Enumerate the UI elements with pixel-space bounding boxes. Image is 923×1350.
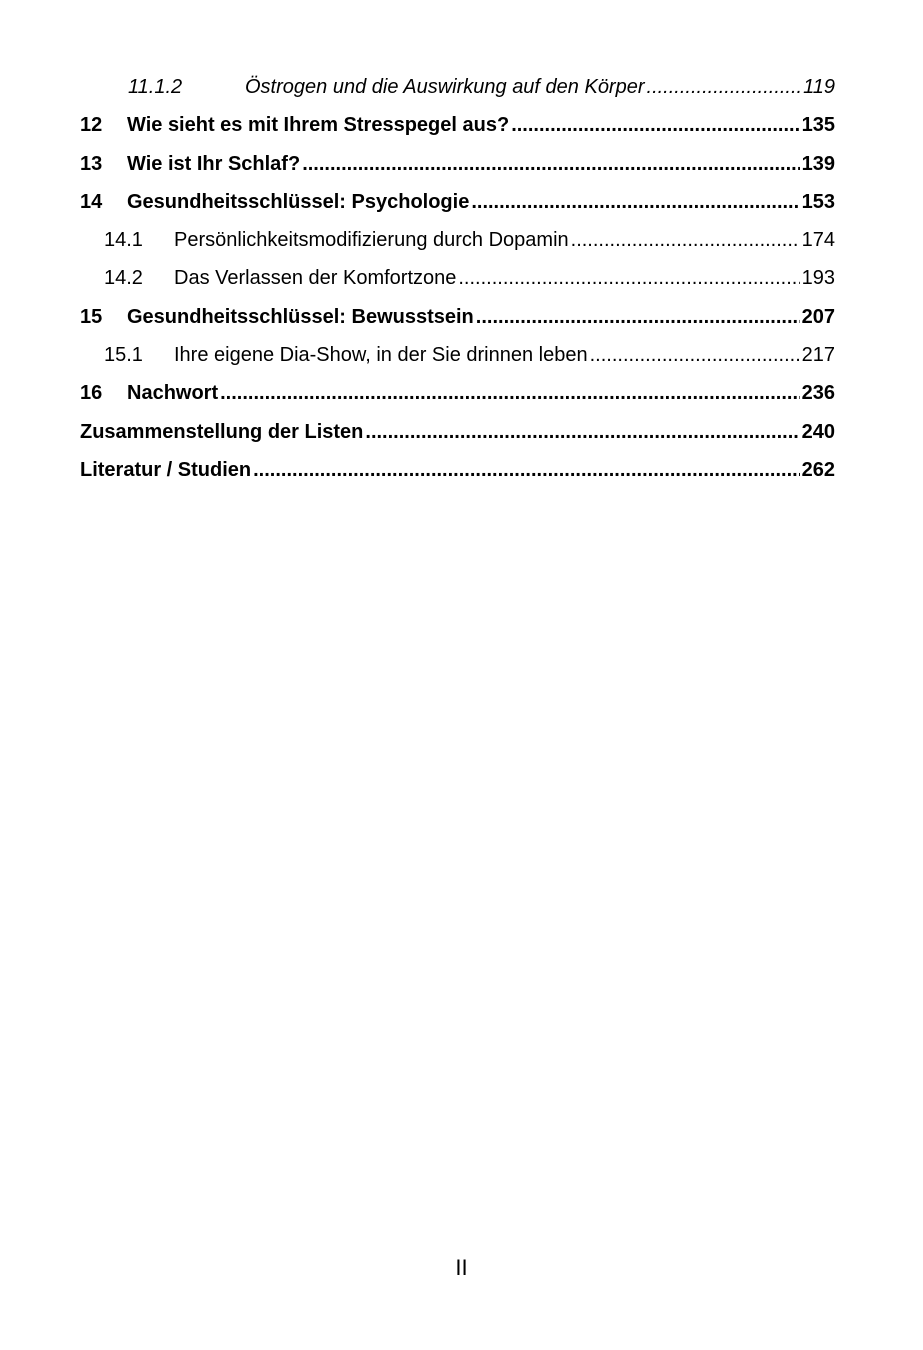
toc-entry-number: 15.1 (104, 344, 143, 367)
toc-entry-page: 135 (801, 114, 835, 137)
toc-entry-page: 174 (801, 229, 835, 252)
toc-entry-title: Wie ist Ihr Schlaf? (127, 152, 301, 175)
toc-entry-title: Zusammenstellung der Listen (80, 420, 364, 443)
toc-dot-leader (647, 68, 802, 106)
toc-entry[interactable] (80, 221, 835, 259)
toc-entry[interactable] (80, 336, 835, 374)
toc-entry[interactable] (80, 374, 835, 412)
toc-dot-leader (220, 374, 800, 412)
toc-entry-number: 14 (80, 190, 103, 213)
toc-entry-number: 14.1 (104, 229, 143, 252)
toc-dot-leader (365, 413, 799, 451)
toc-entry-page: 139 (801, 152, 835, 175)
toc-entry-title: Gesundheitsschlüssel: Bewusstsein (127, 305, 474, 328)
toc-entry-number: 15 (80, 305, 103, 328)
toc-entry-title: Wie sieht es mit Ihrem Stresspegel aus? (127, 114, 510, 137)
toc-entry-page: 262 (801, 458, 835, 481)
toc-entry[interactable] (80, 259, 835, 297)
toc-entry-page: 153 (801, 190, 835, 213)
toc-entry-page: 240 (801, 420, 835, 443)
toc-dot-leader (511, 106, 799, 144)
toc-entry-number: 14.2 (104, 267, 143, 290)
toc-entry-title: Persönlichkeitsmodifizierung durch Dopamin (174, 229, 569, 252)
toc-entry-page: 207 (801, 305, 835, 328)
toc-entry[interactable] (80, 68, 835, 106)
toc-entry-page: 236 (801, 382, 835, 405)
toc-entry-number: 13 (80, 152, 103, 175)
toc-entry[interactable] (80, 106, 835, 144)
toc-dot-leader (476, 298, 800, 336)
toc-dot-leader (571, 221, 800, 259)
toc-dot-leader (471, 183, 799, 221)
toc-entry-title: Nachwort (127, 382, 219, 405)
toc-entry-title: Das Verlassen der Komfortzone (174, 267, 457, 290)
toc-entry-number: 12 (80, 114, 103, 137)
toc-dot-leader (458, 259, 799, 297)
toc-entry-number: 16 (80, 382, 103, 405)
toc-entry-title: Gesundheitsschlüssel: Psychologie (127, 190, 470, 213)
page-number: II (455, 1255, 468, 1280)
toc-entry-page: 217 (801, 344, 835, 367)
toc-entry[interactable] (80, 298, 835, 336)
toc-dot-leader (253, 451, 800, 489)
toc-entry[interactable] (80, 413, 835, 451)
toc-entry-title: Östrogen und die Auswirkung auf den Körper (245, 76, 645, 98)
toc-entry-page: 193 (801, 267, 835, 290)
toc-entry-number: 11.1.2 (128, 76, 183, 98)
toc-entry[interactable] (80, 183, 835, 221)
toc-dot-leader (302, 145, 799, 183)
table-of-contents (80, 68, 835, 489)
toc-entry-page: 119 (803, 76, 835, 98)
toc-entry[interactable] (80, 451, 835, 489)
toc-entry-title: Literatur / Studien (80, 458, 252, 481)
toc-dot-leader (590, 336, 800, 374)
toc-entry-title: Ihre eigene Dia-Show, in der Sie drinnen leben (174, 344, 588, 367)
toc-entry[interactable] (80, 145, 835, 183)
